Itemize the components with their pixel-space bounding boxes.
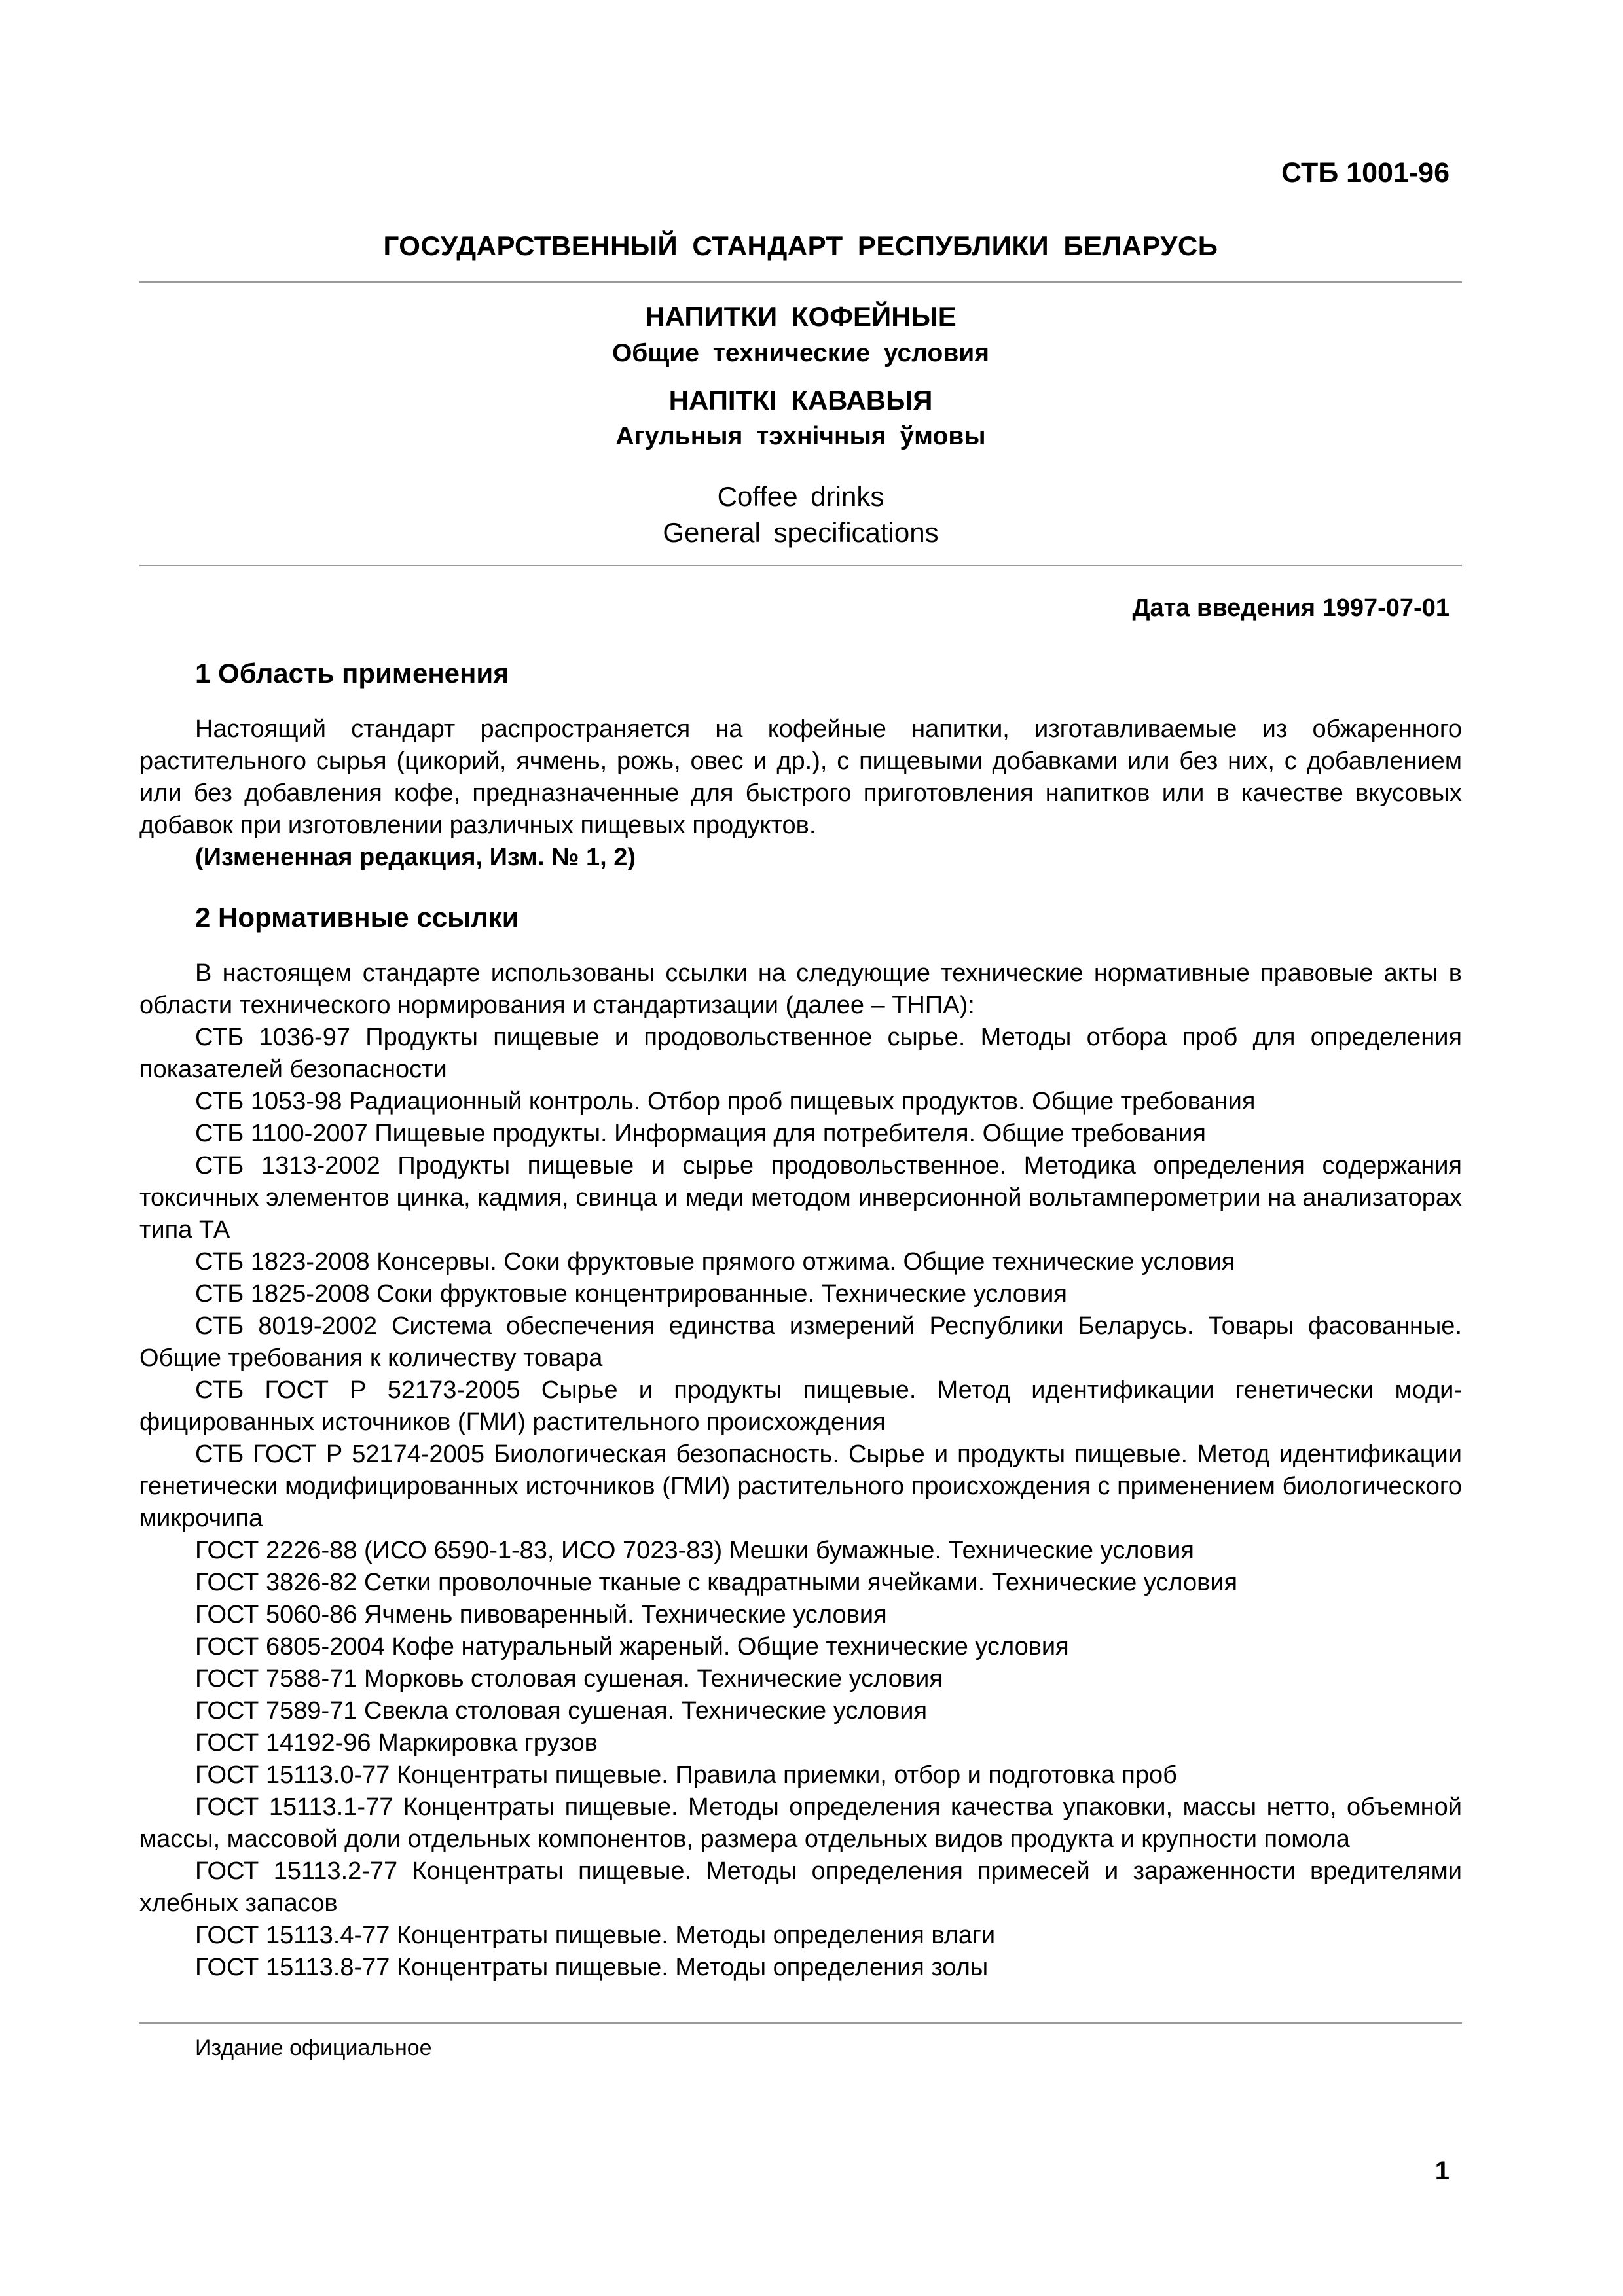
reference-item: ГОСТ 14192-96 Маркировка грузов — [195, 1729, 598, 1757]
reference-item: ГОСТ 7588-71 Морковь столовая сушеная. Технические условия — [195, 1665, 943, 1693]
reference-item: СТБ 1313-2002 Продукты пищевые и сырье продовольственное. Методика определения содержания токсичных элементов цинка, кадмия, свинца и меди методом инверсионной вольтамперометрии на анализаторах типа ТА — [139, 1152, 1462, 1244]
reference-item: ГОСТ 15113.1-77 Концентраты пищевые. Методы определения качества упаковки, массы нетто, объемной массы, массовой доли отдельных компонентов, размера отдельных видов продукта и крупности помола — [139, 1793, 1462, 1853]
reference-item: СТБ ГОСТ Р 52173-2005 Сырье и продукты пищевые. Метод идентификации генетически модифицированных источников (ГМИ) растительного происхождения — [139, 1376, 1462, 1436]
reference-item: ГОСТ 6805-2004 Кофе натуральный жареный. Общие технические условия — [195, 1633, 1069, 1660]
references-list — [139, 958, 1462, 1984]
subtitle-russian: Общие технические условия — [611, 339, 990, 367]
section-heading-scope: 1 Область применения — [195, 658, 509, 689]
references-intro: В настоящем стандарте использованы ссылки на следующие технические нормативные правовые акты в области технического нормирования и стандартизации (далее – ТНПА): — [139, 960, 1462, 1019]
reference-item: ГОСТ 3826-82 Сетки проволочные тканые с квадратными ячейками. Технические условия — [195, 1569, 1238, 1596]
official-edition-note: Издание официальное — [195, 2036, 432, 2060]
title-belarusian: НАПІТКІ КАВАВЫЯ — [668, 385, 933, 416]
reference-item: СТБ 1053-98 Радиационный контроль. Отбор проб пищевых продуктов. Общие требования — [195, 1088, 1256, 1115]
reference-item: ГОСТ 15113.8-77 Концентраты пищевые. Методы определения золы — [195, 1954, 989, 1981]
title-russian: НАПИТКИ КОФЕЙНЫЕ — [645, 301, 957, 332]
reference-item: СТБ 1823-2008 Консервы. Соки фруктовые прямого отжима. Общие технические условия — [195, 1248, 1235, 1276]
scope-section-body — [139, 713, 1462, 874]
reference-item: ГОСТ 2226-88 (ИСО 6590-1-83, ИСО 7023-83) Мешки бумажные. Технические условия — [195, 1537, 1194, 1564]
document-code: СТБ 1001-96 — [1281, 157, 1450, 188]
title-divider — [139, 565, 1462, 566]
state-standard-title: ГОСУДАРСТВЕННЫЙ СТАНДАРТ РЕСПУБЛИКИ БЕЛАРУСЬ — [383, 230, 1218, 261]
reference-item: ГОСТ 7589-71 Свекла столовая сушеная. Технические условия — [195, 1697, 928, 1725]
reference-item: ГОСТ 15113.0-77 Концентраты пищевые. Правила приемки, отбор и подготовка проб — [195, 1761, 1177, 1789]
reference-item: СТБ ГОСТ Р 52174-2005 Биологическая безопасность. Сырье и продукты пищевые. Метод идентификации генетически модифицированных источников (ГМИ) растительного происхождения с применением биологического микрочипа — [139, 1441, 1462, 1532]
header-divider — [139, 281, 1462, 283]
reference-item: СТБ 1825-2008 Соки фруктовые концентрированные. Технические условия — [195, 1280, 1067, 1308]
title-english: Coffee drinks — [717, 481, 884, 512]
introduction-date: Дата введения 1997-07-01 — [1132, 594, 1450, 622]
page-number: 1 — [1434, 2157, 1450, 2185]
reference-item: СТБ 1100-2007 Пищевые продукты. Информация для потребителя. Общие требования — [195, 1120, 1206, 1147]
reference-item: ГОСТ 15113.2-77 Концентраты пищевые. Методы определения примесей и зараженности вредителями хлебных запасов — [139, 1857, 1462, 1917]
reference-item: СТБ 8019-2002 Система обеспечения единства измерений Республики Беларусь. Товары фасованные. Общие требования к количеству товара — [139, 1312, 1462, 1372]
reference-item: ГОСТ 15113.4-77 Концентраты пищевые. Методы определения влаги — [195, 1922, 996, 1949]
scope-paragraph: Настоящий стандарт распространяется на кофейные напитки, изготавливаемые из обжаренного растительного сырья (цикорий, ячмень, рожь, овес и др.), с пищевыми добавками или без них, с добавлением или без добавления кофе, предназначенные для быстрого приготовления напитков или в качестве вкусовых добавок при изготовлении различных пищевых продуктов. — [139, 715, 1462, 839]
footer-divider — [139, 2022, 1462, 2024]
subtitle-belarusian: Агульныя тэхнічныя ўмовы — [615, 422, 986, 450]
section-heading-references: 2 Нормативные ссылки — [195, 902, 519, 933]
subtitle-english: General specifications — [663, 517, 939, 548]
amendment-note: (Измененная редакция, Изм. № 1, 2) — [195, 844, 636, 871]
reference-item: СТБ 1036-97 Продукты пищевые и продовольственное сырье. Методы отбора проб для определения показателей безопасности — [139, 1024, 1462, 1083]
reference-item: ГОСТ 5060-86 Ячмень пивоваренный. Технические условия — [195, 1601, 887, 1628]
